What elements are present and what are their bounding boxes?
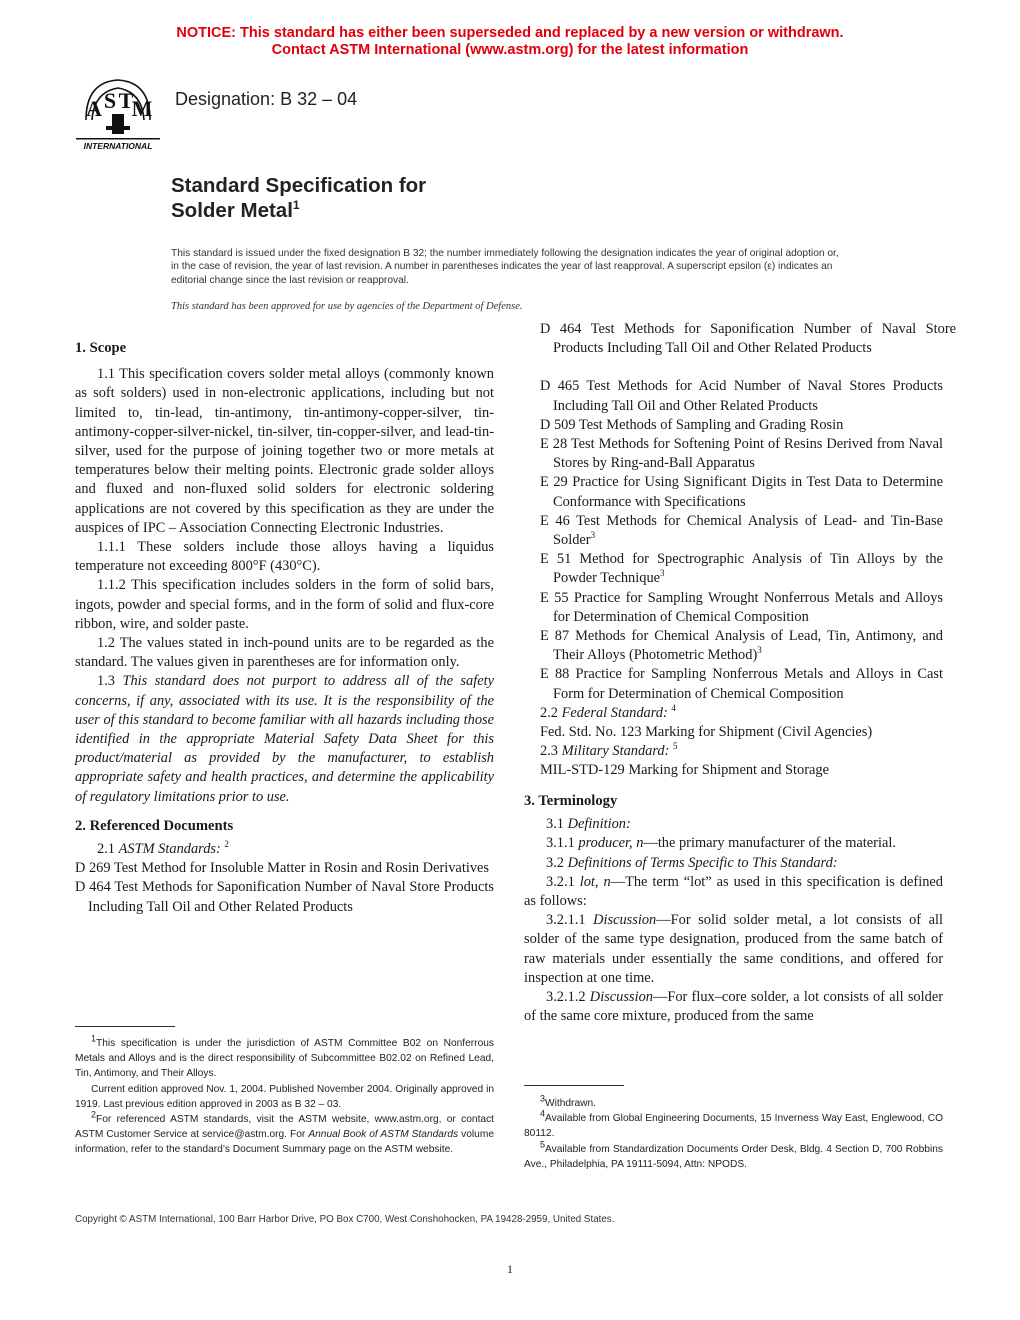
scope-1-3-text: This standard does not purport to address all of the safety concerns, if any, associated with its use. It is the responsibility of the user of this standard to become familiar with all hazards including those identified in the appropriate Material Safety Data Sheet for this product/material as provided by the manufacturer, to establish appropriate safety and health practices, and determine the applicability of regulatory limitations prior to use. [75, 673, 494, 805]
term-3-2-1-1-term: Discussion [593, 912, 657, 929]
ref-d464-continued: D 464 Test Methods for Saponification Number of Naval Store Products Including Tall Oil and Other Related Products [540, 320, 956, 357]
issued-statement: This standard is issued under the fixed designation B 32; the number immediately following the designation indicates the year of original adoption or, in the case of revision, the year of last revision. A number in parentheses indicates the year of last reapproval. A superscript epsilon (ε) indicates an editorial change since the last revision or reapproval. [171, 248, 839, 286]
ref-e55: E 55 Practice for Sampling Wrought Nonferrous Metals and Alloys for Determination of Chemical Composition [540, 589, 943, 625]
term-3-2-1-2-text: —For flux–core solder, a lot consists of all solder of the same core mixture, produced from the same [524, 989, 944, 1025]
ref-2-2 [540, 704, 943, 723]
term-3-2-1-1-number: 3.2.1.1 [546, 912, 586, 929]
term-3-2-label: Definitions of Terms Specific to This Standard: [567, 854, 838, 871]
ref-d509: D 509 Test Methods of Sampling and Grading Rosin [540, 416, 844, 433]
scope-1-1-2: 1.1.2 This specification includes solders in the form of solid bars, ingots, powder and special forms, and in the form of solid and flux-core ribbon, wire, and solder paste. [75, 577, 494, 632]
term-3-1-label: Definition: [567, 816, 631, 833]
scope-1-3-number: 1.3 [97, 673, 115, 690]
title-line-1: Standard Specification for [171, 174, 427, 197]
term-3-1-1-number: 3.1.1 [546, 835, 575, 852]
ref-e51 [540, 550, 943, 588]
ref-2-1-mark: 2 [224, 839, 229, 850]
ref-e87 [540, 627, 943, 665]
term-3-2-1-term: lot, n [579, 873, 611, 890]
logo-letter-a: A [86, 96, 102, 121]
logo-caption: INTERNATIONAL [83, 141, 153, 151]
referenced-documents-heading: 2. Referenced Documents [75, 817, 234, 834]
term-3-2-1-2-number: 3.2.1.2 [546, 989, 586, 1006]
term-3-2 [524, 854, 943, 873]
ref-d464-continued-wrap [540, 320, 956, 377]
page-title [171, 173, 426, 223]
footnote-1-mark: 1 [91, 1033, 97, 1044]
footnote-2-text-a: For referenced ASTM standards, visit the ASTM website, www.astm.org, or contact ASTM Customer Service at service@astm.org. For [75, 1114, 494, 1141]
term-3-2-1-2-term: Discussion [589, 989, 653, 1006]
footnote-2-italic: Annual Book of ASTM Standards [308, 1129, 459, 1141]
ref-2-3-number: 2.3 [540, 743, 558, 760]
scope-heading: 1. Scope [75, 340, 127, 356]
ref-2-1 [75, 840, 494, 859]
ref-2-1-number: 2.1 [97, 841, 115, 858]
footnote-1-current-edition: Current edition approved Nov. 1, 2004. Published November 2004. Originally approved in 1919. Last previous edition approved in 2003 as B 32 – 03. [75, 1083, 494, 1110]
ref-2-2-label: Federal Standard: [561, 704, 668, 721]
scope-1-2: 1.2 The values stated in inch-pound units are to be regarded as the standard. The values given in parentheses are for information only. [75, 635, 494, 671]
footnote-4-text: Available from Global Engineering Documents, 15 Inverness Way East, Englewood, CO 80112. [524, 1113, 943, 1140]
left-column [75, 339, 494, 915]
footnote-5-text: Available from Standardization Documents Order Desk, Bldg. 4 Section D, 700 Robbins Ave., Philadelphia, PA 19111-5094, Attn: NPODS. [524, 1143, 943, 1170]
footnote-1 [75, 1033, 494, 1082]
term-3-1-number: 3.1 [546, 816, 564, 833]
scope-1-1: 1.1 This specification covers solder metal alloys (commonly known as soft solders) used in non-electronic applications, including but not limited to, tin-lead, tin-antimony, tin-antimony-copper-silver, tin-antimony-copper-silver-nickel, tin-silver, tin-copper-silver, and lead-tin-silver, used for the purpose of joining together two or more metals at temperatures below their melting points. Electronic grade solder alloys and fluxed and non-fluxed solid solders for electronic soldering applications are not covered by this specification as they are under the auspices of IPC – Association Connecting Electronic Industries. [75, 366, 494, 536]
logo-letter-s: S [103, 88, 117, 113]
scope-1-1-1: 1.1.1 These solders include those alloys having a liquidus temperature not exceeding 800°F (430°C). [75, 539, 494, 575]
ref-2-3-mark: 5 [673, 741, 678, 752]
logo-letter-m: M [131, 96, 153, 121]
ref-e46-mark: 3 [590, 530, 596, 541]
title-line-2: Solder Metal [171, 199, 293, 222]
footnote-2-text-b: volume information, refer to the standard’s Document Summary page on the ASTM website. [75, 1129, 494, 1156]
ref-e51-mark: 3 [660, 568, 665, 579]
ref-e87-text: E 87 Methods for Chemical Analysis of Lead, Tin, Antimony, and Their Alloys (Photometric Method) [540, 628, 943, 664]
footnote-2-mark: 2 [91, 1109, 97, 1120]
terminology-heading: 3. Terminology [524, 793, 618, 809]
ref-e88: E 88 Practice for Sampling Nonferrous Metals and Alloys in Cast Form for Determination of Chemical Composition [540, 666, 943, 702]
footnotes-right [524, 1093, 943, 1172]
ref-2-3 [540, 742, 943, 761]
footnote-3-mark: 3 [540, 1093, 546, 1104]
right-column [540, 320, 956, 781]
footnote-4 [524, 1108, 943, 1141]
footnote-4-mark: 4 [540, 1108, 546, 1119]
term-3-1-1 [524, 834, 943, 853]
withdrawal-notice [0, 25, 1020, 59]
term-3-2-1-1 [524, 911, 943, 988]
footnote-3-text: Withdrawn. [545, 1098, 596, 1109]
ref-2-1-label: ASTM Standards: [118, 841, 221, 858]
astm-logo-icon [72, 74, 164, 154]
footnote-1-text: This specification is under the jurisdiction of ASTM Committee B02 on Nonferrous Metals and Alloys and is the direct responsibility of Subcommittee B02.02 on Refined Lead, Tin, Antimony, and Their Alloys. [75, 1038, 494, 1080]
notice-line-2: Contact ASTM International (www.astm.org) for the latest information [271, 42, 749, 58]
footnote-3 [524, 1093, 943, 1111]
term-3-2-1-number: 3.2.1 [546, 873, 575, 890]
term-3-2-1-2 [524, 988, 943, 1026]
designation: Designation: B 32 – 04 [175, 89, 358, 109]
approval-statement: This standard has been approved for use by agencies of the Department of Defense. [171, 301, 523, 312]
footnote-2 [75, 1109, 494, 1158]
ref-e29: E 29 Practice for Using Significant Digits in Test Data to Determine Conformance with Specifications [540, 474, 943, 510]
footnotes-left [75, 1033, 494, 1158]
ref-2-2-number: 2.2 [540, 704, 558, 721]
footnote-5 [524, 1139, 943, 1172]
term-3-1 [524, 815, 943, 834]
footnote-5-mark: 5 [540, 1139, 546, 1150]
term-3-2-number: 3.2 [546, 854, 564, 871]
term-3-2-1 [524, 873, 943, 911]
term-3-1-1-term: producer, n [578, 835, 644, 852]
notice-line-1: NOTICE: This standard has either been superseded and replaced by a new version or withdrawn. [176, 25, 844, 41]
term-3-2-1-1-text: —For solid solder metal, a lot consists of all solder of the same type designation, produced from the same batch of raw materials under essentially the same conditions, and offered for inspection at one time. [524, 912, 943, 986]
ref-2-2-mark: 4 [671, 703, 676, 714]
ref-d465: D 465 Test Methods for Acid Number of Naval Stores Products Including Tall Oil and Other Related Products [540, 378, 943, 414]
terminology-section [524, 792, 943, 1026]
ref-d464: D 464 Test Methods for Saponification Number of Naval Store Products Including Tall Oil and Other Related Products [75, 879, 494, 915]
title-footnote-mark: 1 [292, 198, 300, 213]
scope-1-3 [75, 672, 494, 806]
copyright-line: Copyright © ASTM International, 100 Barr Harbor Drive, PO Box C700, West Conshohocken, PA 19428-2959, United States. [75, 1214, 615, 1225]
ref-e51-text: E 51 Method for Spectrographic Analysis of Tin Alloys by the Powder Technique [540, 551, 943, 587]
ref-e28: E 28 Test Methods for Softening Point of Resins Derived from Naval Stores by Ring-and-Ball Apparatus [540, 436, 943, 472]
ref-e87-mark: 3 [757, 645, 762, 656]
ref-fed-std: Fed. Std. No. 123 Marking for Shipment (Civil Agencies) [540, 724, 873, 741]
footnote-rule-left [75, 1026, 175, 1027]
term-3-2-1-text: —The term “lot” as used in this specification is defined as follows: [524, 873, 943, 910]
term-3-1-1-text: —the primary manufacturer of the material. [643, 835, 896, 852]
ref-e46 [540, 512, 943, 550]
ref-mil-std: MIL-STD-129 Marking for Shipment and Storage [540, 762, 829, 779]
footnote-rule-right [524, 1085, 624, 1086]
ref-d269: D 269 Test Method for Insoluble Matter in Rosin and Rosin Derivatives [75, 860, 490, 877]
ref-2-3-label: Military Standard: [561, 743, 670, 760]
page-number: 1 [507, 1262, 513, 1276]
ref-e46-text: E 46 Test Methods for Chemical Analysis of Lead- and Tin-Base Solder [540, 512, 943, 549]
logo-letter-t: T [118, 88, 134, 113]
